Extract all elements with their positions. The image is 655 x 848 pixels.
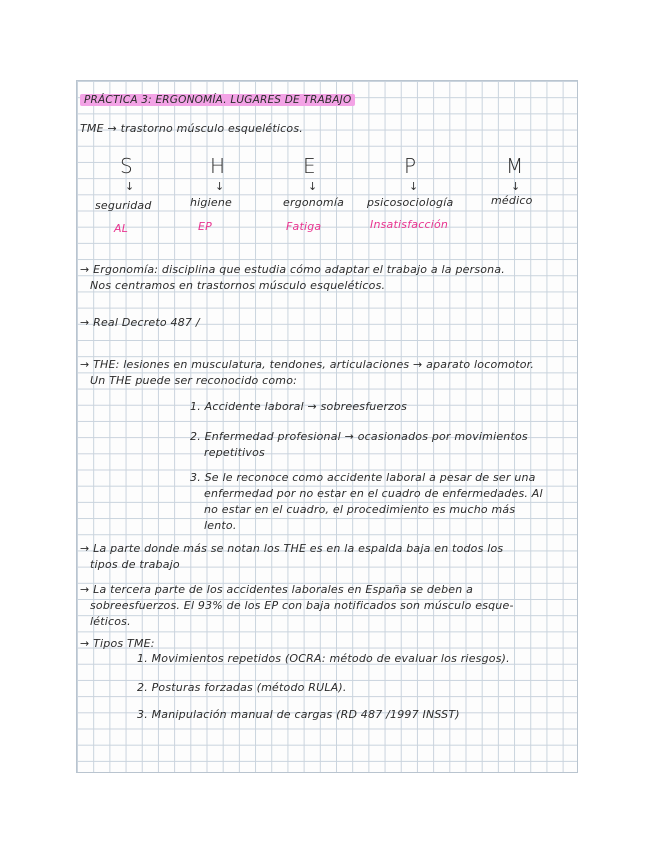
letter-e: E — [303, 154, 316, 178]
letter-m: M — [506, 154, 524, 178]
the-line-2: Un THE puede ser reconocido como: — [90, 374, 298, 387]
page-title: PRÁCTICA 3: ERGONOMÍA. LUGARES DE TRABAJO — [80, 94, 355, 106]
word-medico: médico — [491, 194, 533, 207]
down-arrow-icon: ↓ — [308, 180, 318, 193]
recognized-item-3-line-2: enfermedad por no estar en el cuadro de enfermedades. Al — [204, 487, 543, 500]
letter-h: H — [210, 154, 226, 178]
abbr-fatiga: Fatiga — [286, 220, 322, 233]
ergonomia-line-2: Nos centramos en trastornos músculo esqueléticos. — [90, 279, 386, 292]
tme-line: TME → trastorno músculo esqueléticos. — [80, 122, 303, 135]
down-arrow-icon: ↓ — [215, 180, 225, 193]
word-seguridad: seguridad — [95, 199, 152, 212]
the-line-1: → THE: lesiones en musculatura, tendones, articulaciones → aparato locomotor. — [80, 358, 535, 371]
real-decreto-line: → Real Decreto 487 / — [80, 316, 200, 329]
recognized-item-3-line-1: 3. Se le reconoce como accidente laboral a pesar de ser una — [190, 471, 536, 484]
down-arrow-icon: ↓ — [125, 180, 135, 193]
word-psicosociologia: psicosociología — [367, 196, 454, 209]
recognized-item-2-line-2: repetitivos — [204, 446, 265, 459]
word-ergonomia: ergonomía — [283, 196, 345, 209]
recognized-item-2-line-1: 2. Enfermedad profesional → ocasionados por movimientos — [190, 430, 528, 443]
recognized-item-3-line-4: lento. — [204, 519, 237, 532]
letter-s: S — [120, 154, 133, 178]
letter-p: P — [404, 154, 417, 178]
down-arrow-icon: ↓ — [409, 180, 419, 193]
abbr-insatisfaccion: Insatisfacción — [370, 218, 449, 231]
ergonomia-line-1: → Ergonomía: disciplina que estudia cómo adaptar el trabajo a la persona. — [80, 263, 505, 276]
tipos-item-1: 1. Movimientos repetidos (OCRA: método de evaluar los riesgos). — [137, 652, 510, 665]
recognized-item-1: 1. Accidente laboral → sobreesfuerzos — [190, 400, 408, 413]
tipos-item-2: 2. Posturas forzadas (método RULA). — [137, 681, 347, 694]
tipos-item-3: 3. Manipulación manual de cargas (RD 487 /1997 INSST) — [137, 708, 460, 721]
down-arrow-icon: ↓ — [511, 180, 521, 193]
grid-paper — [76, 80, 578, 773]
tercera-line-2: sobreesfuerzos. El 93% de los EP con baja notificados son músculo esque- — [90, 599, 514, 612]
word-higiene: higiene — [190, 196, 232, 209]
abbr-ep: EP — [198, 220, 212, 233]
parte-line-1: → La parte donde más se notan los THE es en la espalda baja en todos los — [80, 542, 504, 555]
recognized-item-3-line-3: no estar en el cuadro, el procedimiento es mucho más — [204, 503, 516, 516]
parte-line-2: tipos de trabajo — [90, 558, 180, 571]
tipos-header: → Tipos TME: — [80, 637, 155, 650]
abbr-al: AL — [114, 222, 129, 235]
tercera-line-1: → La tercera parte de los accidentes laborales en España se deben a — [80, 583, 474, 596]
tercera-line-3: léticos. — [90, 615, 131, 628]
